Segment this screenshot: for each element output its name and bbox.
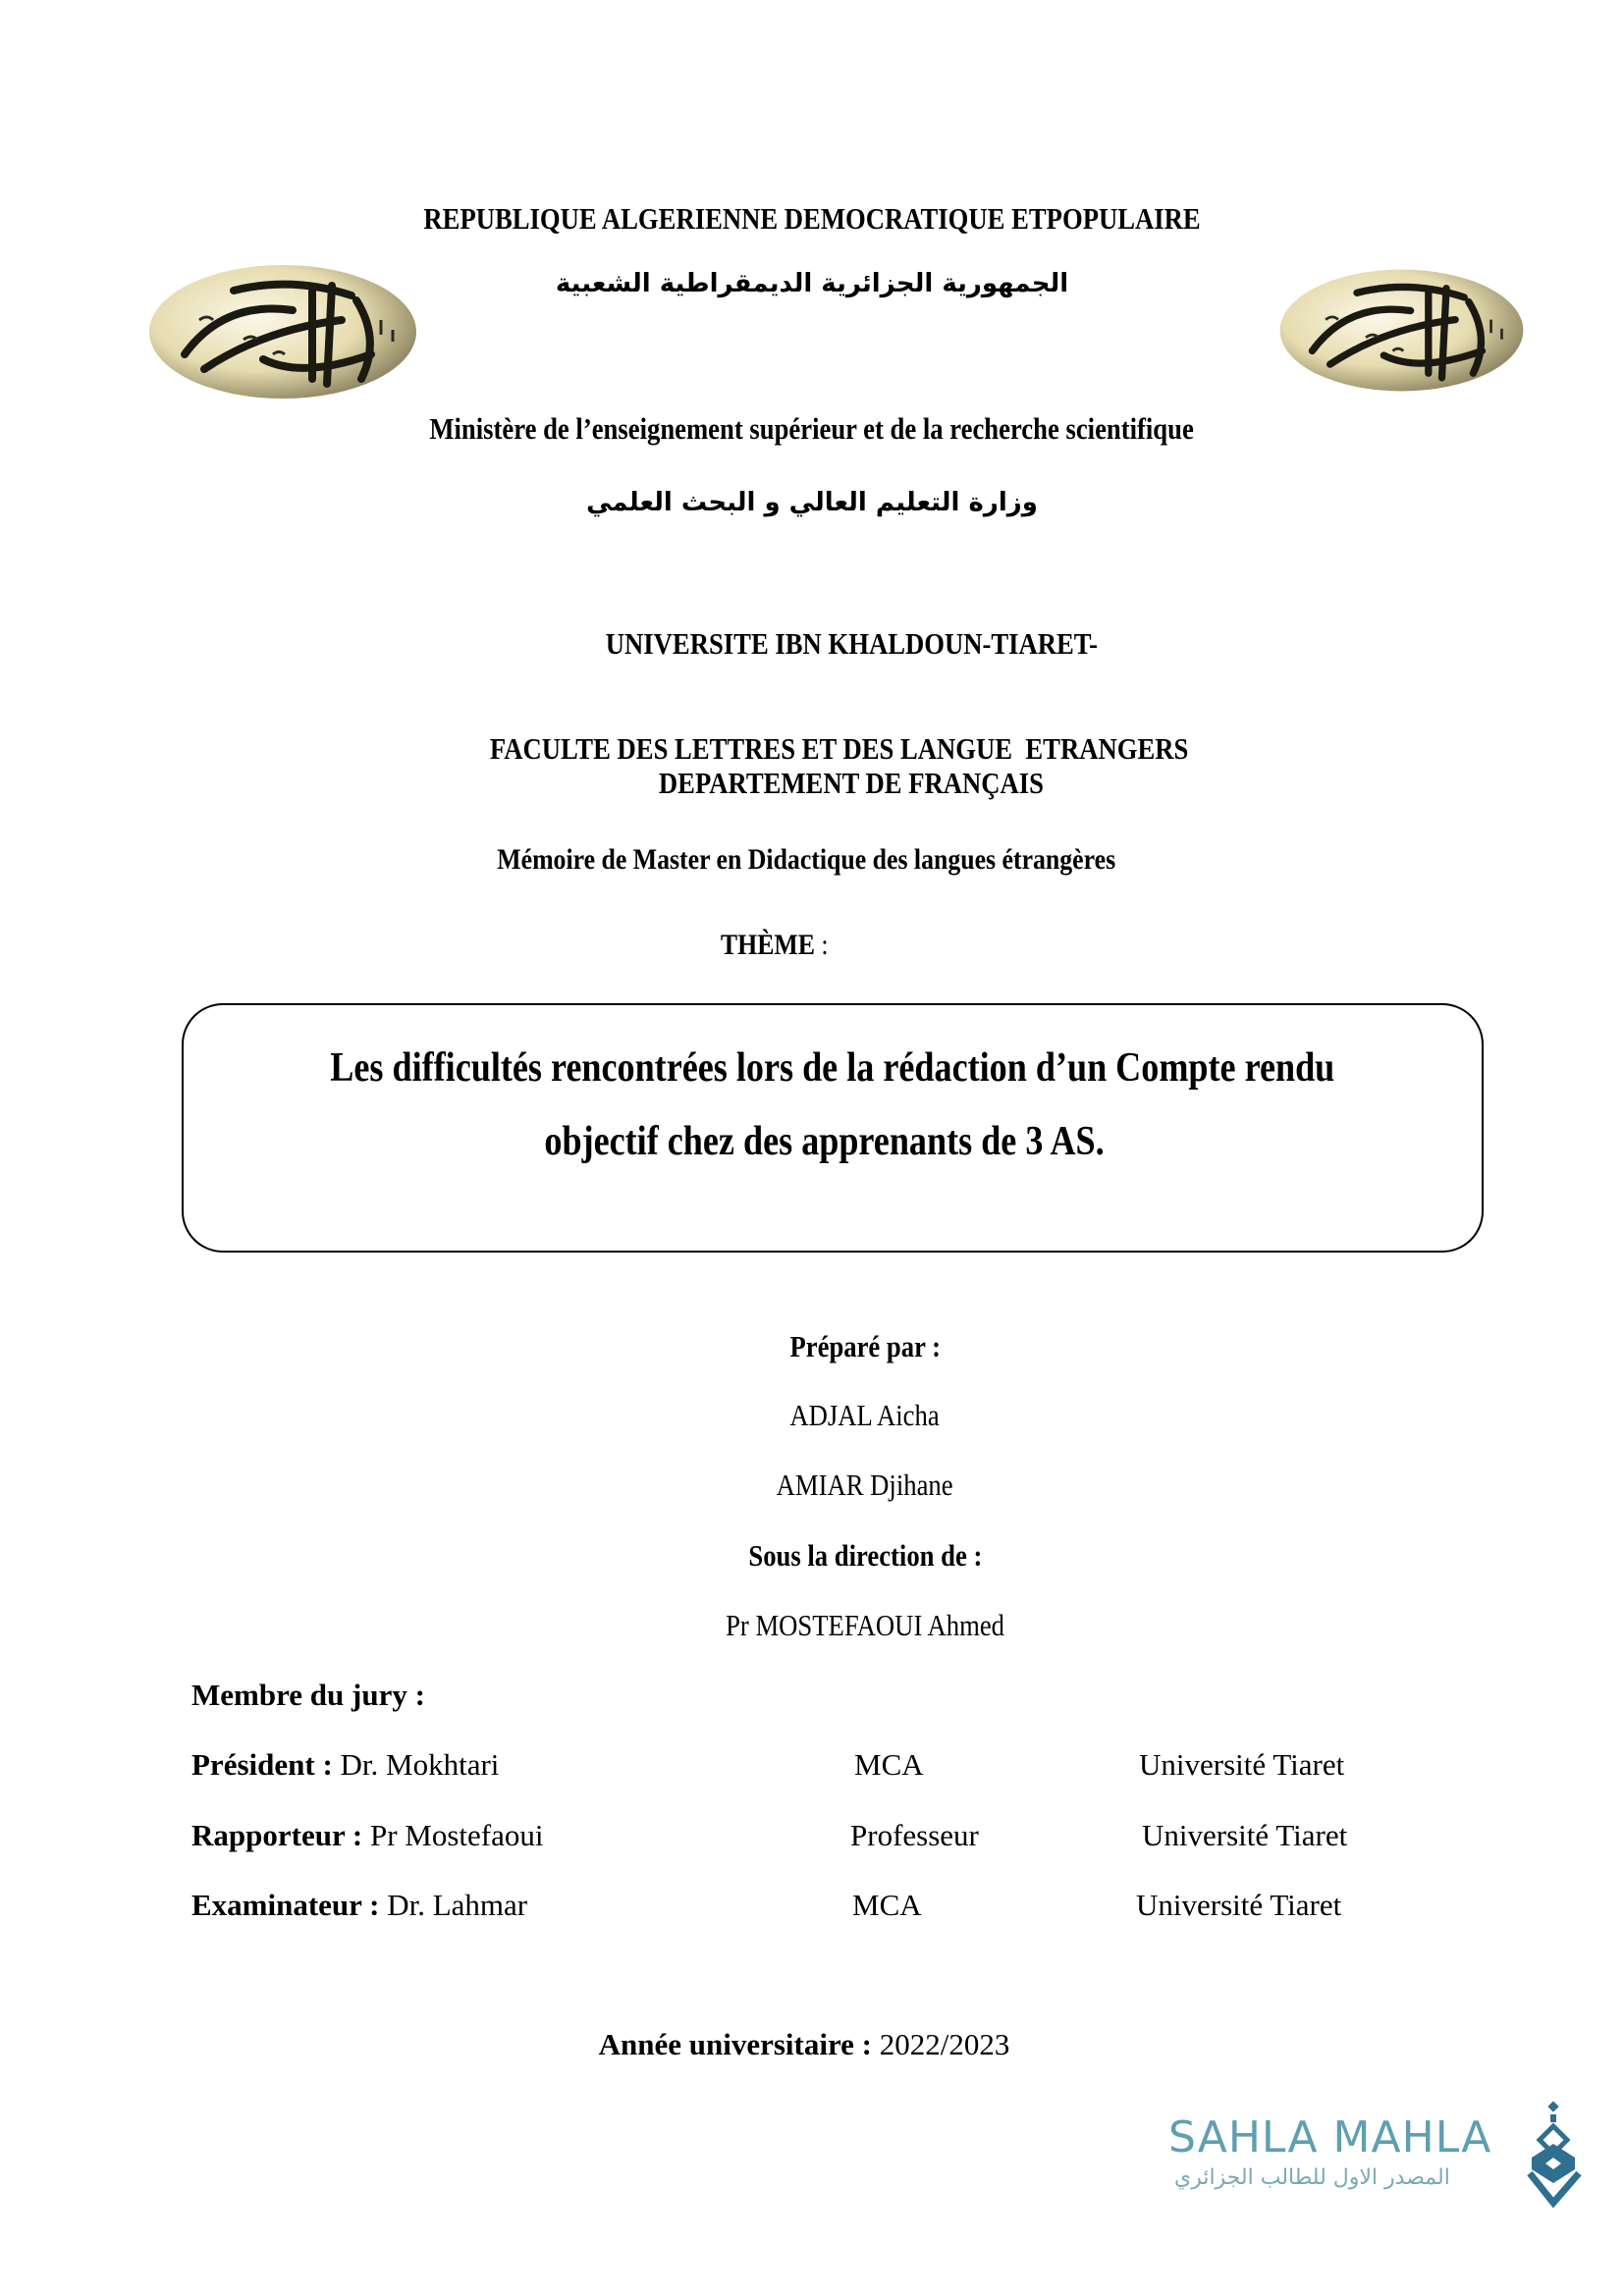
sahla-mahla-tagline: المصدر الاول للطالب الجزائري [1174, 2165, 1450, 2190]
university-logo-right-icon [1276, 257, 1527, 404]
prepared-by-label-text: Préparé par : [789, 1329, 941, 1363]
department-name-text: DEPARTEMENT DE FRANÇAIS [658, 766, 1045, 800]
thesis-title-line-2-text: objectif chez des apprenants de 3 AS. [544, 1119, 1106, 1164]
thesis-title-line-1-text: Les difficultés rencontrées lors de la rédaction d’un Compte rendu [330, 1045, 1335, 1091]
sahla-mahla-watermark [1168, 2101, 1542, 2209]
university-logo-left-icon [145, 261, 420, 403]
thesis-title-line-1 [184, 1044, 1482, 1092]
author-name-2: AMIAR Djihane [777, 1468, 953, 1502]
author-name [53, 1398, 1624, 1433]
theme-colon: : [815, 929, 829, 961]
jury-institution: Université Tiaret [1142, 1818, 1348, 1852]
academic-year-value: 2022/2023 [872, 2027, 1010, 2061]
theme-label-text: THÈME [721, 929, 816, 961]
ministry-title-fr-text: Ministère de l’enseignement supérieur et de la recherche scientifique [429, 411, 1195, 446]
academic-year-label: Année universitaire : [598, 2027, 873, 2061]
faculty-name-text: FACULTE DES LETTRES ET DES LANGUE ETRANGERS [490, 731, 1189, 766]
republic-title-fr [0, 201, 1624, 237]
jury-institution: Université Tiaret [1136, 1888, 1342, 1922]
faculty-name [20, 696, 1624, 767]
department-name [39, 766, 1624, 801]
thesis-title-line-2 [176, 1118, 1474, 1165]
jury-member-president [191, 1747, 499, 1783]
republic-title-ar: الجمهورية الجزائرية الديمقراطية الشعبية [555, 269, 1069, 298]
supervisor-name-text: Pr MOSTEFAOUI Ahmed [726, 1608, 1004, 1642]
republic-title-fr-text: REPUBLIQUE ALGERIENNE DEMOCRATIQUE ETPOPULAIRE [423, 201, 1201, 236]
author-name [53, 1468, 1624, 1503]
jury-grade: MCA [852, 1888, 922, 1922]
supervision-label-text: Sous la direction de : [747, 1538, 982, 1573]
jury-label: Membre du jury : [191, 1678, 425, 1712]
jury-role: Président : [191, 1747, 333, 1782]
jury-grade: Professeur [850, 1818, 979, 1852]
university-name [39, 626, 1624, 662]
supervisor-name [53, 1608, 1624, 1643]
jury-name: Dr. Lahmar [379, 1888, 528, 1922]
degree-title [0, 843, 1618, 877]
jury-role: Examinateur : [191, 1888, 380, 1922]
ministry-title-ar: وزارة التعليم العالي و البحث العلمي [586, 488, 1038, 517]
author-name-1: ADJAL Aicha [789, 1398, 941, 1432]
jury-role: Rapporteur : [191, 1818, 363, 1852]
jury-name: Dr. Mokhtari [332, 1747, 500, 1782]
academic-year [0, 2027, 1616, 2062]
sahla-mahla-logo-icon [1524, 2101, 1585, 2209]
jury-member-examinateur [191, 1888, 527, 1923]
jury-grade: MCA [854, 1747, 924, 1782]
ministry-title-fr [0, 411, 1624, 447]
supervision-label [53, 1538, 1624, 1574]
university-name-text: UNIVERSITE IBN KHALDOUN-TIARET- [605, 626, 1098, 661]
sahla-mahla-brand: SAHLA MAHLA [1168, 2112, 1492, 2163]
thesis-title-box [182, 1003, 1484, 1253]
prepared-by-label [53, 1329, 1624, 1364]
theme-label [0, 929, 1587, 962]
degree-title-text: Mémoire de Master en Didactique des langues étrangères [497, 843, 1115, 876]
jury-name: Pr Mostefaoui [362, 1818, 544, 1852]
jury-institution: Université Tiaret [1139, 1747, 1345, 1782]
jury-member-rapporteur [191, 1818, 544, 1853]
